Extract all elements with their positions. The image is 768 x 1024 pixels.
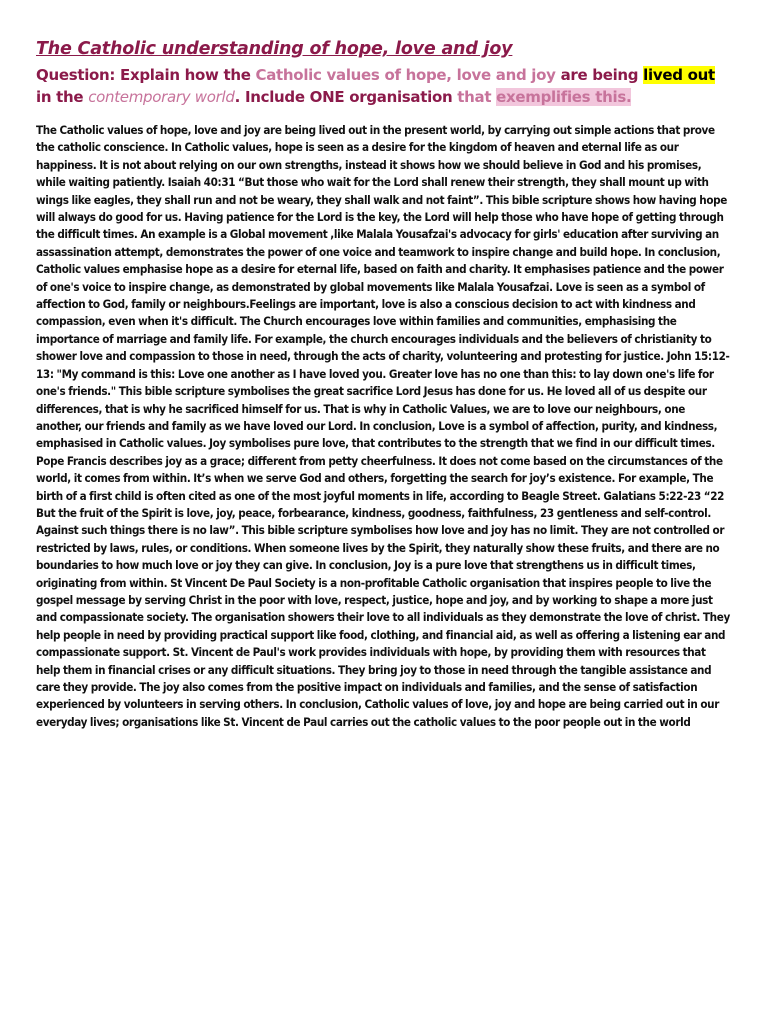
highlight-exemplifies: exemplifies this. bbox=[496, 88, 632, 106]
question-text-1: Question: Explain how the bbox=[36, 66, 256, 84]
question-text-5: in the bbox=[36, 88, 89, 106]
question-text-3: are being bbox=[555, 66, 644, 84]
essay-body: The Catholic values of hope, love and joy are being lived out in the present world, by carrying out simple actions that prove the catholic conscience. In Catholic values, hope is seen as a desire for the kingdom of heaven and eternal life as our happiness. It is not about relying on our own strengths, instead it shows how we should believe in God and his promises, while waiting patiently. Isaiah 40:31 “But those who wait for the Lord shall renew their strength, they shall mount up with wings like eagles, they shall run and not be weary, they shall walk and not faint”. This bible scripture shows how having hope will always do good for us. Having patience for the Lord is the key, the Lord will help those who have hope of getting through the difficult times. An example is a Global movement ,like Malala Yousafzai's advocacy for girls' education after surviving an assassination attempt, demonstrates the power of one voice and teamwork to inspire change and build hope. In conclusion, Catholic values emphasise hope as a desire for eternal life, based on faith and charity. It emphasises patience and the power of one's voice to inspire change, as demonstrated by global movements like Malala Yousafzai. Love is seen as a symbol of affection to God, family or neighbours.Feelings are important, love is also a conscious decision to act with kindness and compassion, even when it's difficult. The Church encourages love within families and communities, emphasising the importance of marriage and family life. For example, the church encourages individuals and the believers of christianity to shower love and compassion to those in need, through the acts of charity, volunteering and protesting for justice. John 15:12-13: "My command is this: Love one another as I have loved you. Greater love has no one than this: to lay down one's life for one's friends." This bible scripture symbolises the great sacrifice Lord Jesus has done for us. He loved all of us despite our differences, that is why he sacrificed himself for us. That is why in Catholic Values, we are to love our neighbours, one another, our friends and family as we have loved our Lord. In conclusion, Love is a symbol of affection, purity, and kindness, emphasised in Catholic values. Joy symbolises pure love, that contributes to the strength that we find in our difficult times. Pope Francis describes joy as a grace; different from petty cheerfulness. It does not come based on the circumstances of the world, it comes from within. It’s when we serve God and others, forgetting the search for joy’s existence. For example, The birth of a first child is often cited as one of the most joyful moments in life, according to Beagle Street. Galatians 5:22-23 “22 But the fruit of the Spirit is love, joy, peace, forbearance, kindness, goodness, faithfulness, 23 gentleness and self-control. Against such things there is no law”. This bible scripture symbolises how love and joy has no limit. They are not controlled or restricted by laws, rules, or conditions. When someone lives by the Spirit, they naturally show these fruits, and there are no boundaries to how much love or joy they can give. In conclusion, Joy is a pure love that strengthens us in difficult times, originating from within. St Vincent De Paul Society is a non-profitable Catholic organisation that inspires people to live the gospel message by serving Christ in the poor with love, respect, justice, hope and joy, and by working to shape a more just and compassionate society. The organisation showers their love to all individuals as they demonstrate the love of christ. They help people in need by providing practical support like food, clothing, and financial aid, as well as offering a listening ear and compassionate support. St. Vincent de Paul's work provides individuals with hope, by providing them with resources that help them in financial crises or any difficult situations. They bring joy to those in need through the tangible assistance and care they provide. The joy also comes from the positive impact on individuals and families, and the sense of satisfaction experienced by volunteers in serving others. In conclusion, Catholic values of love, joy and hope are being carried out in our everyday lives; organisations like St. Vincent de Paul carries out the catholic values to the poor people out in the world bbox=[36, 123, 730, 729]
document-page bbox=[36, 38, 732, 731]
document-title: The Catholic understanding of hope, love and joy bbox=[36, 39, 513, 59]
question-text-7: . Include ONE organisation bbox=[234, 88, 458, 106]
question-text-that: that bbox=[457, 88, 492, 106]
question-text-contemporary: contemporary world bbox=[88, 88, 235, 106]
question-prompt bbox=[36, 64, 732, 108]
question-text-values: Catholic values of hope, love and joy bbox=[255, 66, 556, 84]
highlight-lived-out: lived out bbox=[643, 66, 715, 84]
